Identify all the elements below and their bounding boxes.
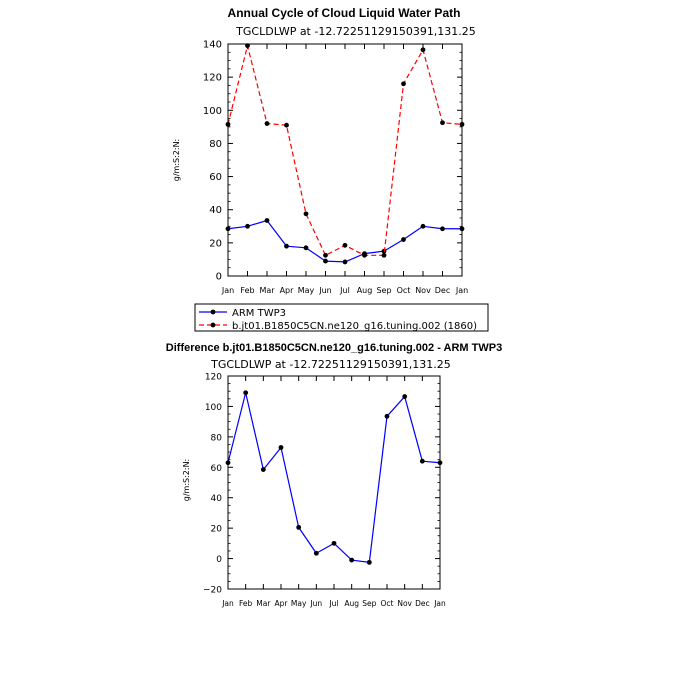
y-axis-label: g/m:S:2:N: <box>172 138 181 182</box>
y-tick-label: 40 <box>209 205 222 217</box>
x-tick-label: Apr <box>274 599 288 608</box>
data-point-series-0 <box>402 394 407 399</box>
y-tick-label: 40 <box>210 494 222 505</box>
legend-entry-model <box>199 321 477 332</box>
data-point-arm-twp3 <box>440 226 445 231</box>
y-tick-label: 60 <box>209 172 222 184</box>
x-tick-label: Aug <box>344 599 359 608</box>
data-point-b-jt01-b1850c5cn-ne120-g <box>382 253 387 258</box>
legend-label-arm-twp3: ARM TWP3 <box>232 308 286 319</box>
x-tick-label: Nov <box>415 286 431 295</box>
data-point-arm-twp3 <box>284 244 289 249</box>
data-point-arm-twp3 <box>343 260 348 265</box>
data-point-series-0 <box>296 525 301 530</box>
data-point-arm-twp3 <box>304 245 309 250</box>
data-point-series-0 <box>243 390 248 395</box>
y-tick-label: 20 <box>209 238 222 250</box>
data-point-b-jt01-b1850c5cn-ne120-g <box>265 121 270 126</box>
data-point-b-jt01-b1850c5cn-ne120-g <box>362 253 367 258</box>
x-tick-label: Jun <box>310 599 323 608</box>
data-point-b-jt01-b1850c5cn-ne120-g <box>343 243 348 248</box>
x-tick-label: Mar <box>259 286 275 295</box>
y-tick-label: 20 <box>210 524 222 535</box>
data-point-b-jt01-b1850c5cn-ne120-g <box>440 120 445 125</box>
y-tick-label: 80 <box>209 138 222 150</box>
x-tick-label: Nov <box>397 599 412 608</box>
data-point-arm-twp3 <box>323 259 328 264</box>
chart-subtitle-difference: TGCLDLWP at -12.72251129150391,131.25 <box>211 358 451 371</box>
data-point-arm-twp3 <box>245 224 250 229</box>
data-point-b-jt01-b1850c5cn-ne120-g <box>421 47 426 52</box>
legend <box>195 304 488 332</box>
y-axis-label-difference: g/m:S:2:N: <box>182 458 191 502</box>
x-tick-label: Jan <box>222 599 234 608</box>
legend-marker-model <box>211 323 216 328</box>
x-tick-label: May <box>297 286 315 295</box>
chart-subtitle: TGCLDLWP at -12.72251129150391,131.25 <box>236 25 476 38</box>
data-point-series-0 <box>349 558 354 563</box>
x-tick-label: Apr <box>279 286 294 295</box>
x-tick-label: Dec <box>434 286 451 295</box>
y-tick-label: 0 <box>216 555 222 566</box>
x-tick-label: Jun <box>319 286 332 295</box>
chart-title-difference: Difference b.jt01.B1850C5CN.ne120_g16.tuning.002 - ARM TWP3 <box>165 342 503 354</box>
data-point-series-0 <box>332 541 337 546</box>
data-point-arm-twp3 <box>265 218 270 223</box>
data-point-series-0 <box>261 467 266 472</box>
chart-title: Annual Cycle of Cloud Liquid Water Path <box>227 6 461 20</box>
x-tick-label: Sep <box>376 286 392 295</box>
x-tick-label: Oct <box>396 286 411 295</box>
data-point-series-0 <box>420 459 425 464</box>
data-point-series-0 <box>279 445 284 450</box>
x-tick-label: Dec <box>415 599 430 608</box>
data-point-series-0 <box>314 551 319 556</box>
x-tick-label: Mar <box>256 599 271 608</box>
x-tick-label: Jan <box>455 286 469 295</box>
y-tick-label: 120 <box>202 72 222 84</box>
y-tick-label: −20 <box>203 585 222 596</box>
data-point-b-jt01-b1850c5cn-ne120-g <box>304 211 309 216</box>
x-tick-label: Feb <box>240 286 255 295</box>
x-tick-label: Jul <box>329 599 339 608</box>
x-tick-label: Aug <box>356 286 373 295</box>
data-point-b-jt01-b1850c5cn-ne120-g <box>401 81 406 86</box>
data-point-series-0 <box>385 414 390 419</box>
x-tick-label: Jan <box>221 286 235 295</box>
data-point-arm-twp3 <box>401 237 406 242</box>
data-point-series-0 <box>367 560 372 565</box>
x-tick-label: Jan <box>434 599 446 608</box>
y-tick-label: 100 <box>202 105 222 117</box>
y-tick-label: 60 <box>210 463 222 474</box>
data-point-b-jt01-b1850c5cn-ne120-g <box>284 123 289 128</box>
x-tick-label: Feb <box>239 599 253 608</box>
y-tick-label: 80 <box>210 433 222 444</box>
legend-label-model: b.jt01.B1850C5CN.ne120_g16.tuning.002 (1860) <box>232 321 478 332</box>
y-tick-label: 100 <box>204 402 222 413</box>
x-tick-label: Jul <box>340 286 350 295</box>
data-point-b-jt01-b1850c5cn-ne120-g <box>323 253 328 258</box>
y-tick-label: 0 <box>215 271 222 283</box>
legend-marker-arm-twp3 <box>211 310 216 315</box>
y-tick-label: 140 <box>202 39 222 51</box>
x-tick-label: May <box>290 599 307 608</box>
x-tick-label: Oct <box>380 599 394 608</box>
data-point-arm-twp3 <box>421 224 426 229</box>
x-tick-label: Sep <box>362 599 377 608</box>
y-tick-label: 120 <box>204 372 222 383</box>
